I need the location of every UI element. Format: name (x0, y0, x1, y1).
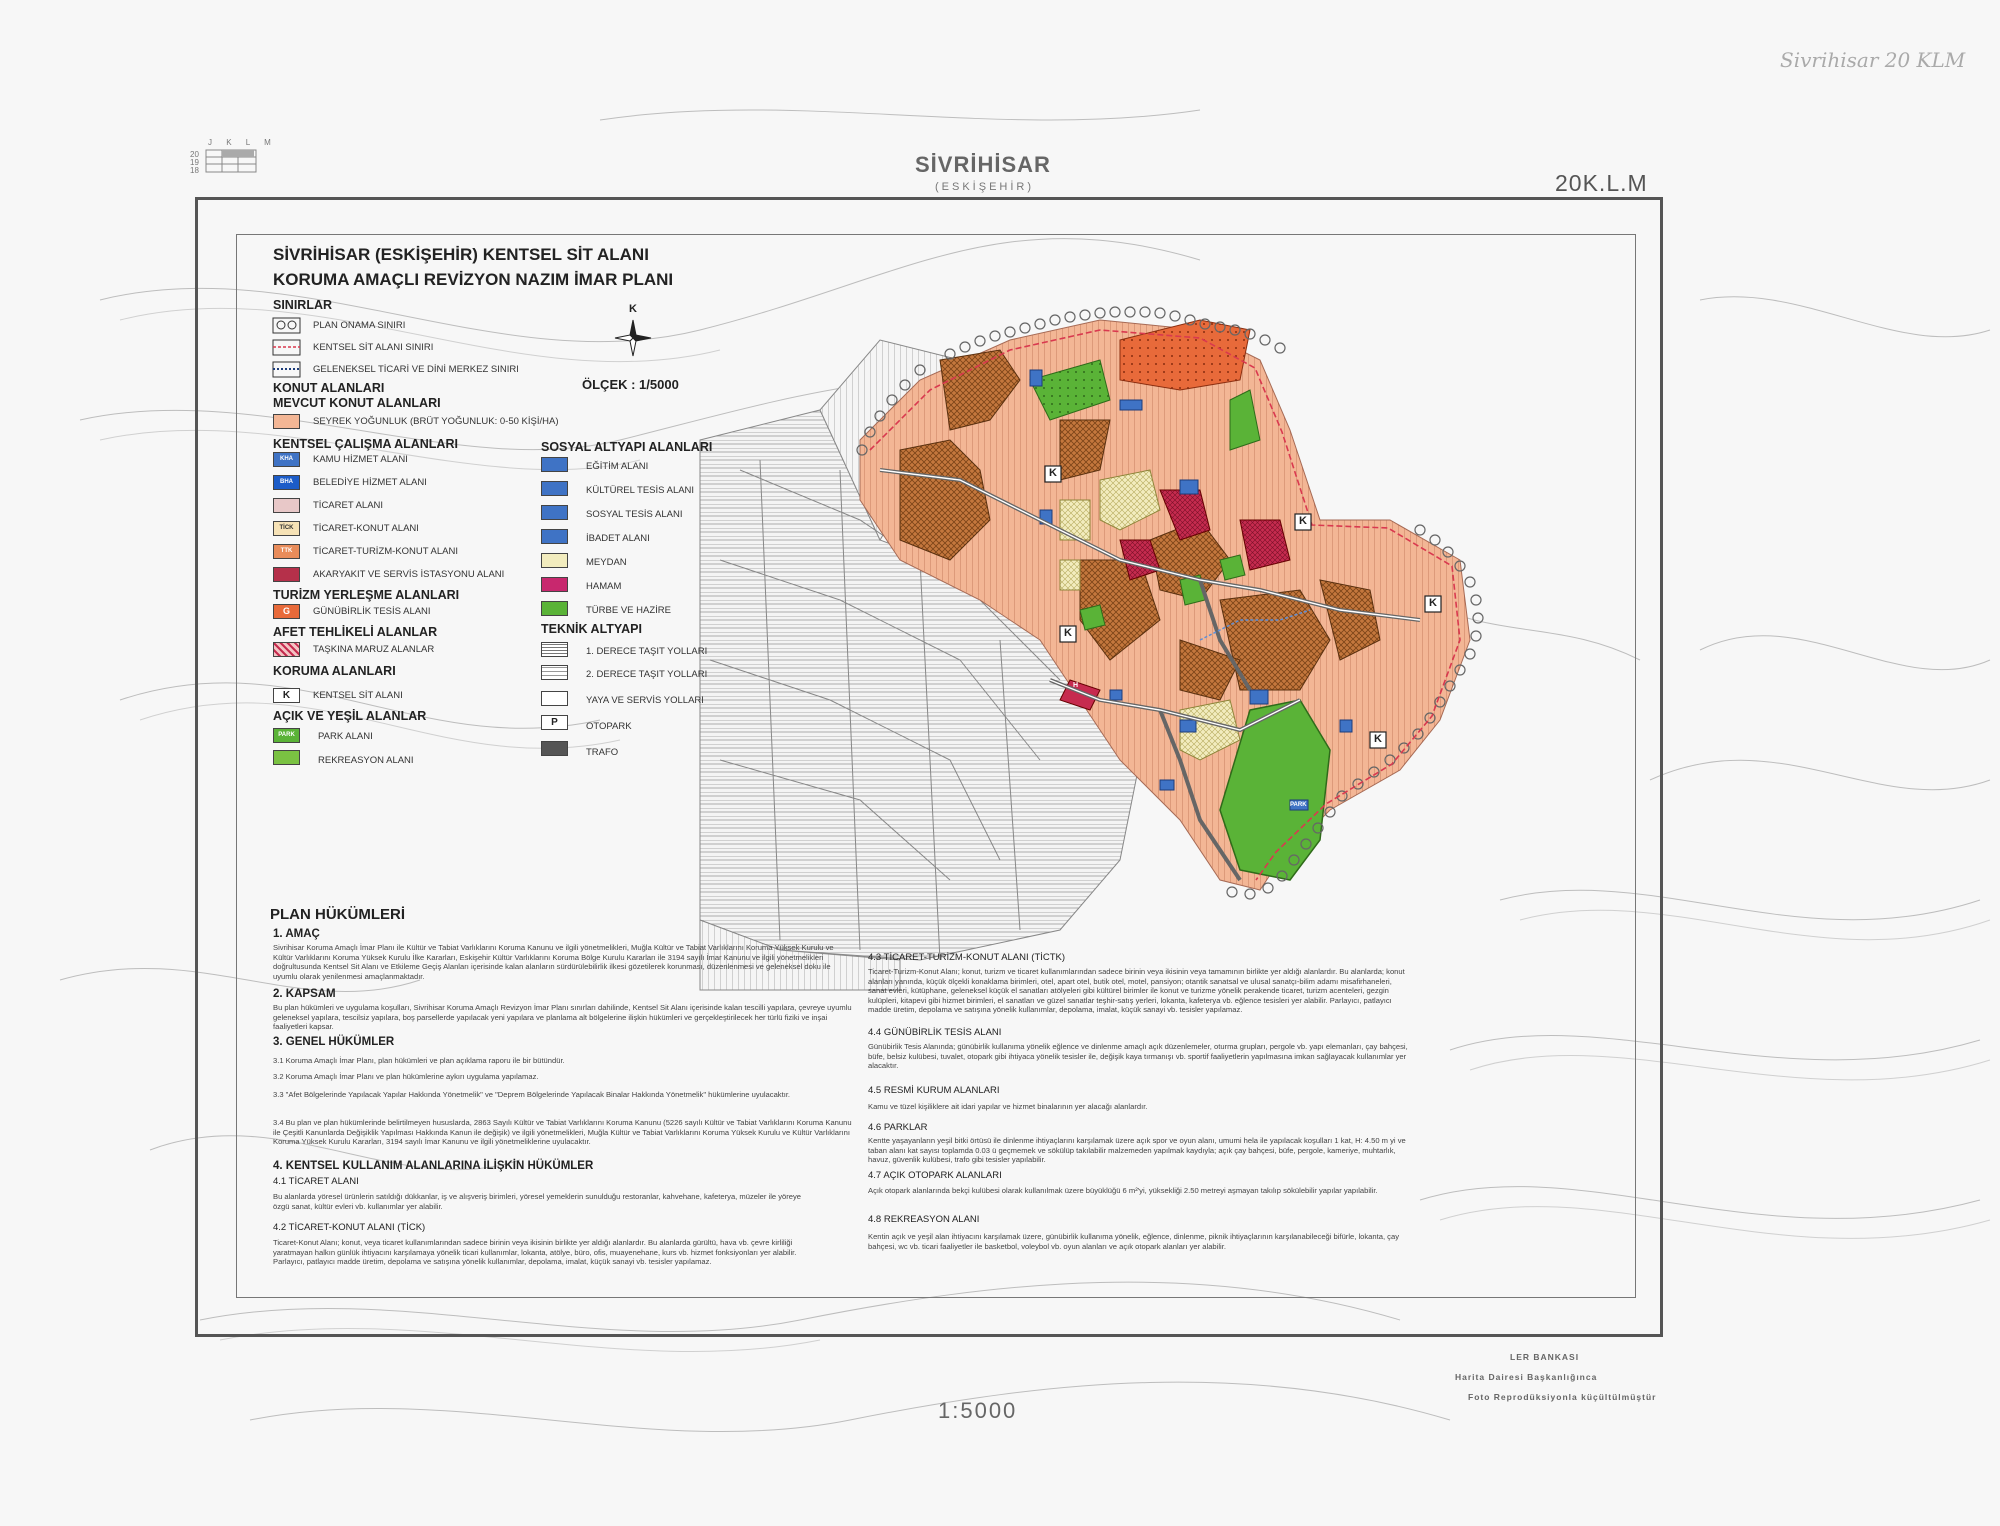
swatch-rekreasyon (273, 750, 300, 765)
swatch-ticaret-konut: TİCK (273, 521, 300, 536)
handwritten-note: Sivrihisar 20 KLM (1780, 48, 1966, 72)
protected-area-marker: K (1299, 515, 1307, 527)
legend-gunubirlik: GÜNÜBİRLİK TESİS ALANI (313, 606, 431, 617)
swatch-1-derece-yol (541, 642, 568, 657)
rules-amac-text: Sivrihisar Koruma Amaçlı İmar Planı ile Kültür ve Tabiat Varlıklarını Koruma Kanunu ve ilgili yönetmelikleri, Muğla Kültür ve Tabiat Varlıklarını Koruma Yüksek Kurulu ve Kültür Varlıklarını Koruma Yüksek Kurulu İlke Kararları, Eskişehir Kültür Varlıklarını Koruma Bölge Kurulu Kararları ile 3194 sayılı İmar Kanunu ve ilgili yönetmelikleri doğrultusunda Kentsel Sit Alanı ve Etkileme Geçiş Alanları içerisinde kalan alanların sürdürülebilirlik ilkesi gözetilerek korunması, düzenlenmesi ve geleneksel doku ile uyumlu olarak yenilenmesi amaçlanmaktadır. (273, 943, 834, 981)
swatch-yaya-yol (541, 691, 568, 706)
legend-heading-koruma: KORUMA ALANLARI (273, 664, 396, 678)
legend-trafo: TRAFO (586, 747, 619, 758)
park-marker: PARK (1290, 802, 1307, 808)
legend-turbe: TÜRBE VE HAZİRE (586, 605, 671, 616)
bank-name: LER BANKASI (1510, 1352, 1580, 1362)
legend-park: PARK ALANI (318, 731, 373, 742)
legend-kentsel-sit: KENTSEL SİT ALANI (313, 690, 403, 701)
swatch-taskin (273, 642, 300, 657)
rules-kullanim-heading: 4. KENTSEL KULLANIM ALANLARINA İLİŞKİN HÜKÜMLER (273, 1160, 594, 1172)
protected-area-marker: K (1064, 627, 1072, 639)
legend-seyrek-yogunluk: SEYREK YOĞUNLUK (BRÜT YOĞUNLUK: 0-50 KİŞİ/HA) (313, 416, 559, 427)
rules-kapsam-heading: 2. KAPSAM (273, 988, 336, 1000)
swatch-2-derece-yol (541, 665, 568, 680)
bank-department: Harita Dairesi Başkanlığınca (1455, 1372, 1598, 1382)
bottom-scale: 1:5000 (938, 1398, 1018, 1423)
legend-meydan: MEYDAN (586, 557, 627, 568)
swatch-seyrek-yogunluk (273, 414, 300, 429)
swatch-ticaret-turizm-konut: TTK (273, 544, 300, 559)
rules-resmi-text: Kamu ve tüzel kişiliklere ait idari yapılar ve hizmet binalarının yer alacağı alanlardır. (868, 1102, 1148, 1111)
bank-reproduction-note: Foto Reprodüksiyonla küçültülmüştür (1468, 1392, 1657, 1402)
rules-amac-heading: 1. AMAÇ (273, 928, 320, 940)
rules-gunubirlik-text: Günübirlik Tesis Alanında; günübirlik kullanıma yönelik eğlence ve dinlenme amaçlı açık düzenlemeler, oturma grupları, pergole vb. yapı elemanları, çay bahçesi, büfe, belsiz kulübesi, tuvalet, otopark gibi ihtiyaca yönelik tesisler ile, değişik kaya tırmanışı vb. sportif faaliyetlerin yapılmasına imkan sağlayacak kullanımlar yer alacaktır. (868, 1042, 1408, 1071)
rules-rekreasyon-text: Kentin açık ve yeşil alan ihtiyacını karşılamak üzere, günübirlik kullanıma yönelik, eğlence, dinlenme, piknik ihtiyaçlarının karşılanabileceği bifürle, lokanta, çay bahçesi, wc vb. ticari faaliyetler ile basketbol, voleybol vb. oyun alanları ve açık otopark alanları yer alabilir. (868, 1232, 1399, 1251)
north-label: K (629, 303, 637, 315)
legend-plan-onama: PLAN ONAMA SINIRI (313, 320, 406, 331)
rules-kapsam-text: Bu plan hükümleri ve uygulama koşulları, Sivrihisar Koruma Amaçlı Revizyon İmar Planı sınırları dahilinde, Kentsel Sit Alanı içerisinde kalan tescilli yapılara, çevreye uyumlu geleneksel yapılara, tescilsiz yapılara, boş parsellerde yapılacak yeni yapılara ve planlama alt bölgelerine ilişkin hükümleri ve gerçekleştirilecek her türlü fiziki ve inşai faaliyetleri kapsar. (273, 1003, 852, 1032)
swatch-sosyal-tesis (541, 505, 568, 520)
legend-heading-acik-yesil: AÇIK VE YEŞİL ALANLAR (273, 709, 427, 723)
legend-ticari-dini-merkez: GELENEKSEL TİCARİ VE DİNİ MERKEZ SINIRI (313, 364, 519, 375)
legend-2-derece-yol: 2. DERECE TAŞIT YOLLARI (586, 669, 708, 680)
swatch-gunubirlik: G (273, 604, 300, 619)
swatch-meydan (541, 553, 568, 568)
swatch-ticaret (273, 498, 300, 513)
map-scale: ÖLÇEK : 1/5000 (582, 377, 679, 392)
index-row-18: 18 (190, 166, 199, 175)
index-row-19: 19 (190, 158, 199, 167)
swatch-egitim (541, 457, 568, 472)
city-header: SİVRİHİSAR (915, 152, 1051, 177)
legend-ticaret-turizm-konut: TİCARET-TURİZM-KONUT ALANI (313, 546, 458, 557)
swatch-kulturel (541, 481, 568, 496)
legend-ticaret: TİCARET ALANI (313, 500, 384, 511)
swatch-turbe (541, 601, 568, 616)
legend-subheading-mevcut-konut: MEVCUT KONUT ALANLARI (273, 396, 441, 410)
legend-heading-turizm: TURİZM YERLEŞME ALANLARI (273, 588, 460, 602)
swatch-akaryakit (273, 567, 300, 582)
legend-kentsel-sit-siniri: KENTSEL SİT ALANI SINIRI (313, 342, 434, 353)
rules-park-heading: 4.6 PARKLAR (868, 1122, 928, 1133)
legend-kulturel: KÜLTÜREL TESİS ALANI (586, 485, 695, 496)
legend-egitim: EĞİTİM ALANI (586, 461, 649, 472)
swatch-belediye-hizmet: BHA (273, 475, 300, 490)
swatch-park: PARK (273, 728, 300, 743)
legend-heading-teknik: TEKNİK ALTYAPI (541, 622, 642, 636)
rules-ttk-heading: 4.3 TİCARET-TURİZM-KONUT ALANI (TİCTK) (868, 952, 1066, 963)
legend-heading-sosyal: SOSYAL ALTYAPI ALANLARI (541, 440, 713, 454)
swatch-trafo (541, 741, 568, 756)
legend-heading-calisma: KENTSEL ÇALIŞMA ALANLARI (273, 437, 458, 451)
plan-rules-title: PLAN HÜKÜMLERİ (270, 906, 405, 923)
swatch-kamu-hizmet: KHA (273, 452, 300, 467)
rules-tick-text: Ticaret-Konut Alanı; konut, veya ticaret kullanımlarından sadece birinin veya ikisinin birlikte yer aldığı alanlardır. Bu alanlarda gürültü, hava vb. çevre kirliliği yaratmayan halkın günlük ihtiyacını karşılamaya yönelik ticari kullanımlar, lokanta, atölye, büro, ofis, muayenehane, kurs vb. hizmet fonksiyonları yer alabilir. Parlayıcı, patlayıcı madde üretim, depolama ve satışına yönelik kullanımlar, depolama, imalat, küçük sanayi vb. tesisler yapılamaz. (273, 1238, 797, 1267)
legend-otopark: OTOPARK (586, 721, 632, 732)
protected-area-marker: K (1429, 597, 1437, 609)
legend-taskin: TAŞKINA MARUZ ALANLAR (313, 644, 435, 655)
rules-otopark-heading: 4.7 AÇIK OTOPARK ALANLARI (868, 1170, 1002, 1181)
swatch-ibadet (541, 529, 568, 544)
index-row-20: 20 (190, 150, 199, 159)
legend-heading-afet: AFET TEHLİKELİ ALANLAR (273, 625, 438, 639)
rules-genel-item: 3.3 "Afet Bölgelerinde Yapılacak Yapılar Hakkında Yönetmelik" ve "Deprem Bölgelerinde Yapılacak Binalar Hakkında Yönetmelik" hükümlerine uyulacaktır. (273, 1090, 791, 1099)
rules-genel-item: 3.1 Koruma Amaçlı İmar Planı, plan hükümleri ve plan açıklama raporu ile bir bütündür. (273, 1056, 565, 1065)
legend-akaryakit: AKARYAKIT VE SERVİS İSTASYONU ALANI (313, 569, 505, 580)
legend-sosyal-tesis: SOSYAL TESİS ALANI (586, 509, 683, 520)
swatch-hamam (541, 577, 568, 592)
rules-genel-heading: 3. GENEL HÜKÜMLER (273, 1036, 395, 1048)
legend-1-derece-yol: 1. DERECE TAŞIT YOLLARI (586, 646, 708, 657)
index-columns: J K L M (208, 138, 277, 147)
legend-heading-konut: KONUT ALANLARI (273, 381, 385, 395)
rules-park-text: Kentte yaşayanların yeşil bitki örtüsü ile dinlenme ihtiyaçlarını karşılamak üzere açık spor ve oyun alanı, umumi hela ile yapılacak koşulları 1 kat, H: 4.50 m yi ve taban alanı kat sayısı toplamda 0.03 ü geçmemek ve sökülüp takılabilir malzemeden yapılmak kaydıyla; açık çay bahçesi, büfe, pergole, kameriye, muhtarlık, havuz, güvenlik kulübesi, trafo gibi tesisler yapılabilir. (868, 1136, 1406, 1165)
rules-ttk-text: Ticaret-Turizm-Konut Alanı; konut, turizm ve ticaret kullanımlarından sadece birinin veya ikisinin veya tamamının birlikte yer aldığı alanlardır. Bu alanlarda; konut alanları yanında, küçük ölçekli konaklama birimleri, otel, apart otel, butik otel, motel, pansiyon; otantik sanatsal ve ulusal sanatçı-bilim adamı misafirhaneleri, sanat evleri, kütüphane, geleneksel küçük el sanatları atölyeleri gibi kültürel birimler ile konut ve turizme yönelik perakende ticaret, turizm acenteleri, gezgin kulüpleri, kitapevi gibi hizmet birimleri, el sanatları ve güzel sanatlar teşhir-satış yerleri, lokanta, kafeterya vb. eğlence tesisleri yer alabilir. Parlayıcı, patlayıcı madde üretim, depolama ve satışına yönelik kullanımlar, depolama, imalat, küçük sanayi vb. tesisler yapılamaz. (868, 967, 1405, 1015)
legend-ticaret-konut: TİCARET-KONUT ALANI (313, 523, 419, 534)
rules-genel-item: 3.2 Koruma Amaçlı İmar Planı ve plan hükümlerine aykırı uygulama yapılamaz. (273, 1072, 539, 1081)
legend-yaya-yol: YAYA VE SERVİS YOLLARI (586, 695, 704, 706)
swatch-otopark: P (541, 715, 568, 730)
rules-ticaret-text: Bu alanlarda yöresel ürünlerin satıldığı dükkanlar, iş ve alışveriş birimleri, yöresel yemeklerin sunulduğu restoranlar, kahvehane, kafeterya, müzeler ile yöreye özgü sanat, kültür evleri vb. kullanımlar yer alabilir. (273, 1192, 802, 1211)
rules-genel-item: 3.4 Bu plan ve plan hükümlerinde belirtilmeyen hususlarda, 2863 Sayılı Kültür ve Tabiat Varlıklarını Koruma Kanunu (5226 sayılı Kültür ve Tabiat Varlıklarını Koruma Kanunu ile Çeşitli Kanunlarda Değişiklik Yapılması Hakkında Kanun ile değişik) ve ilgili yönetmelikleri, Muğla Kültür ve Tabiat Varlıklarını Koruma Yüksek Kurulu ve Kültür Varlıklarını Koruma Yüksek Kurulu Kararları, 3194 sayılı İmar Kanunu ve ilgili yönetmeliklerine uyulacaktır. (273, 1118, 852, 1147)
legend-belediye-hizmet: BELEDİYE HİZMET ALANI (313, 477, 427, 488)
protected-area-marker: K (1049, 467, 1057, 479)
rules-rekreasyon-heading: 4.8 REKREASYON ALANI (868, 1214, 980, 1225)
rules-ticaret-heading: 4.1 TİCARET ALANI (273, 1176, 359, 1187)
swatch-kentsel-sit: K (273, 688, 300, 703)
hamam-marker: H (1073, 682, 1079, 689)
rules-gunubirlik-heading: 4.4 GÜNÜBİRLİK TESİS ALANI (868, 1027, 1002, 1038)
sheet-code: 20K.L.M (1555, 170, 1648, 196)
province-header: (ESKİŞEHİR) (935, 181, 1035, 193)
legend-heading-sinirlar: SINIRLAR (273, 298, 333, 312)
legend-kamu-hizmet: KAMU HİZMET ALANI (313, 454, 408, 465)
rules-tick-heading: 4.2 TİCARET-KONUT ALANI (TİCK) (273, 1222, 426, 1233)
protected-area-marker: K (1374, 733, 1382, 745)
rules-otopark-text: Açık otopark alanlarında bekçi kulübesi olarak kullanılmak üzere büyüklüğü 6 m²'yi, yüksekliği 2.50 metreyi aşmayan takılıp sökülebilir yapılar yapılabilir. (868, 1186, 1378, 1195)
legend-hamam: HAMAM (586, 581, 622, 592)
plan-title-line2: KORUMA AMAÇLI REVİZYON NAZIM İMAR PLANI (273, 270, 674, 289)
rules-resmi-heading: 4.5 RESMİ KURUM ALANLARI (868, 1085, 1000, 1096)
legend-rekreasyon: REKREASYON ALANI (318, 755, 414, 766)
legend-ibadet: İBADET ALANI (586, 533, 650, 544)
plan-title-line1: SİVRİHİSAR (ESKİŞEHİR) KENTSEL SİT ALANI (273, 245, 649, 264)
